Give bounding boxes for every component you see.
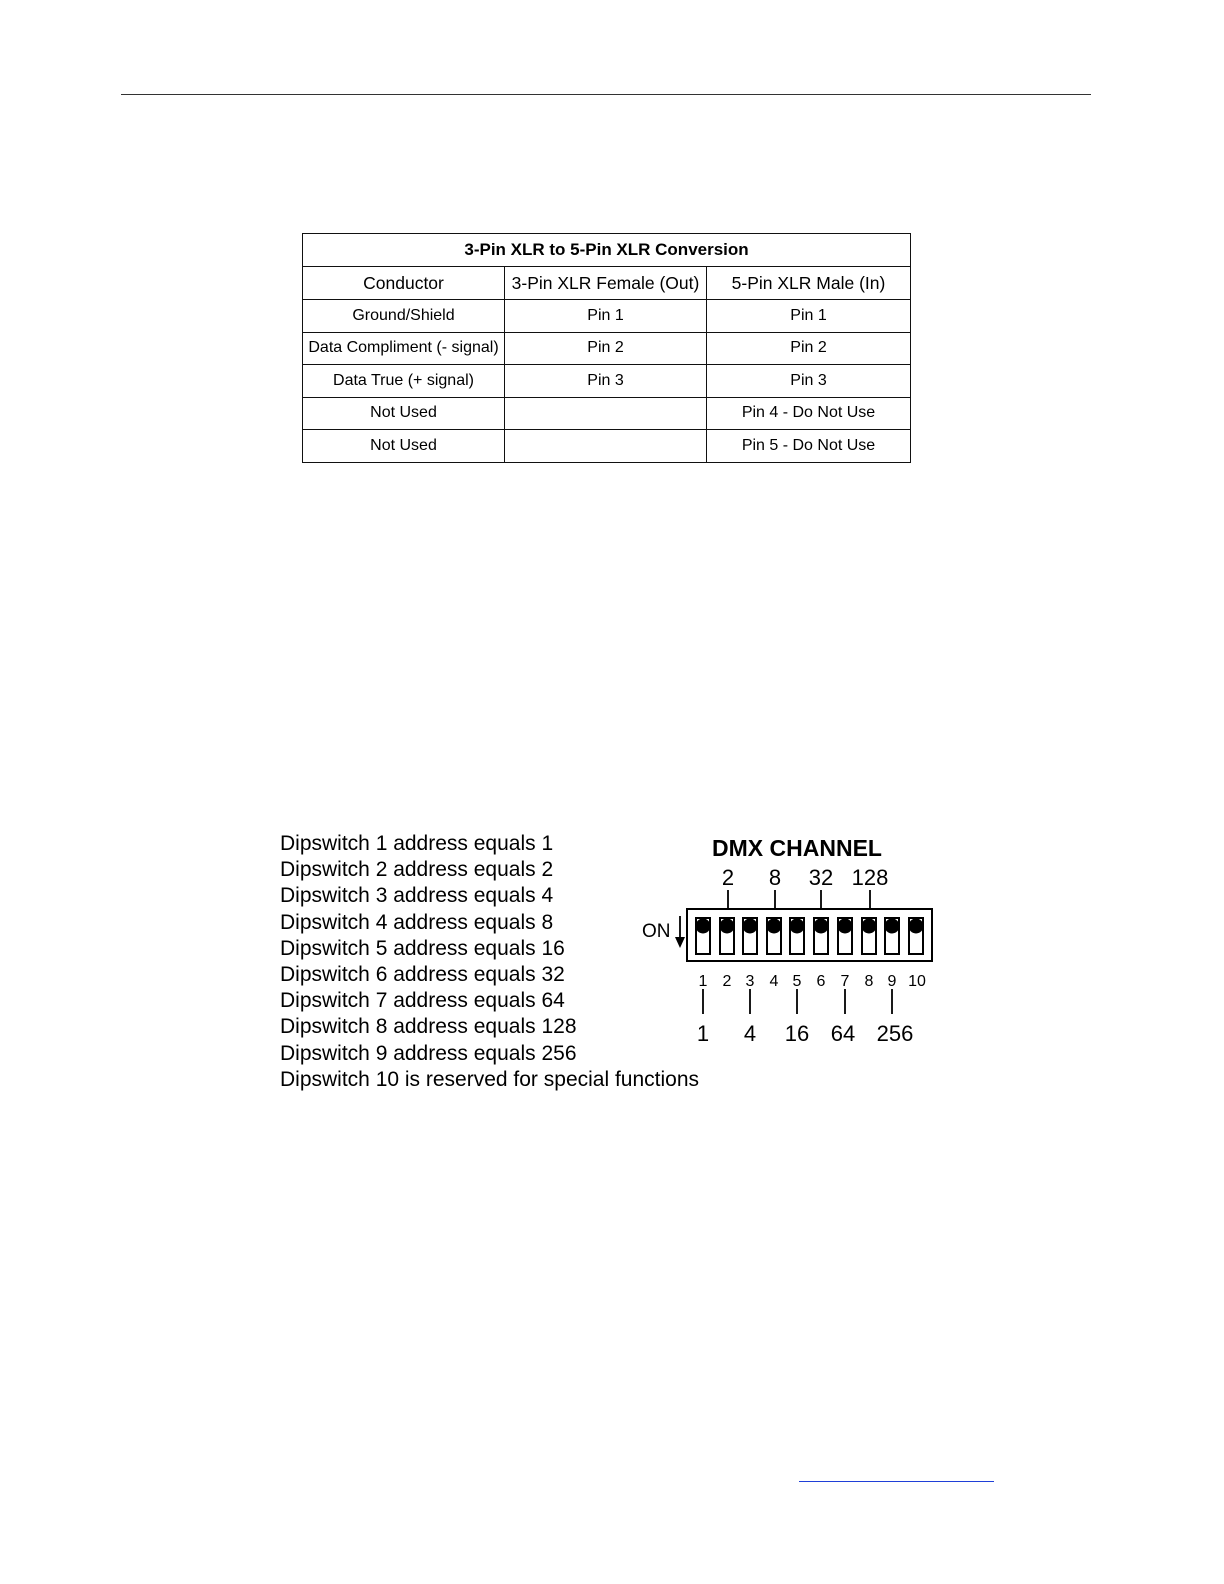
footer-link[interactable] [799,1471,994,1482]
bottom-value-label: 64 [830,1021,856,1046]
table-cell: Pin 5 - Do Not Use [707,430,911,463]
table-cell: Ground/Shield [303,300,505,333]
table-cell: Data Compliment (- signal) [303,332,505,365]
switch-number: 4 [769,973,779,990]
on-label: ON [642,921,671,942]
table-row [303,430,911,463]
dipswitch-1 [696,918,711,954]
column-header-5pin: 5-Pin XLR Male (In) [707,267,911,300]
table-row [303,365,911,398]
dmx-dipswitch-diagram [630,826,950,1056]
bottom-value-label: 4 [743,1021,757,1046]
switch-number: 10 [908,973,926,990]
diagram-title: DMX CHANNEL [712,835,882,861]
table-cell: Not Used [303,397,505,430]
switch-number: 1 [698,973,708,990]
dipswitch-4 [767,918,782,954]
table-row [303,332,911,365]
list-item: Dipswitch 4 address equals 8 [280,910,554,934]
header-rule [121,94,1091,95]
switch-number: 7 [840,973,850,990]
xlr-conversion-table [302,233,911,463]
switch-number: 2 [722,973,732,990]
column-header-conductor: Conductor [303,267,505,300]
dipswitch-10 [909,918,924,954]
table-cell: Not Used [303,430,505,463]
table-cell: Pin 4 - Do Not Use [707,397,911,430]
list-item: Dipswitch 3 address equals 4 [280,884,554,908]
bottom-value-label: 1 [696,1021,710,1046]
switch-number: 6 [816,973,826,990]
dipswitch-2 [720,918,735,954]
table-cell: Pin 3 [505,365,707,398]
table-cell: Pin 3 [707,365,911,398]
top-value-label: 8 [768,865,782,890]
bottom-value-label: 256 [876,1021,914,1046]
dipswitch-5 [790,918,805,954]
dipswitch-7 [838,918,853,954]
table-cell [505,430,707,463]
list-item: Dipswitch 6 address equals 32 [280,963,565,987]
list-item: Dipswitch 9 address equals 256 [280,1041,577,1065]
table-cell: Pin 1 [707,300,911,333]
table-cell: Data True (+ signal) [303,365,505,398]
switch-number: 9 [887,973,897,990]
switch-number: 8 [864,973,874,990]
list-item: Dipswitch 2 address equals 2 [280,858,554,882]
table-cell: Pin 2 [505,332,707,365]
list-item: Dipswitch 10 is reserved for special functions [280,1067,700,1091]
top-value-label: 2 [721,865,735,890]
switch-number: 5 [792,973,802,990]
switch-number: 3 [745,973,755,990]
table-row [303,397,911,430]
bottom-leader-lines [703,989,892,1014]
table-row [303,300,911,333]
down-arrow-icon [675,916,685,948]
list-item: Dipswitch 1 address equals 1 [280,832,554,855]
list-item: Dipswitch 7 address equals 64 [280,989,565,1013]
dipswitch-8 [862,918,877,954]
dipswitch-3 [743,918,758,954]
table-title: 3-Pin XLR to 5-Pin XLR Conversion [303,234,911,267]
dipswitch-6 [814,918,829,954]
list-item: Dipswitch 5 address equals 16 [280,936,565,960]
table-cell: Pin 1 [505,300,707,333]
column-header-3pin: 3-Pin XLR Female (Out) [505,267,707,300]
list-item: Dipswitch 8 address equals 128 [280,1015,577,1039]
top-value-label: 128 [851,865,889,890]
table-cell: Pin 2 [707,332,911,365]
top-value-label: 32 [808,865,834,890]
bottom-value-label: 16 [784,1021,810,1046]
table-cell [505,397,707,430]
dipswitch-9 [885,918,900,954]
